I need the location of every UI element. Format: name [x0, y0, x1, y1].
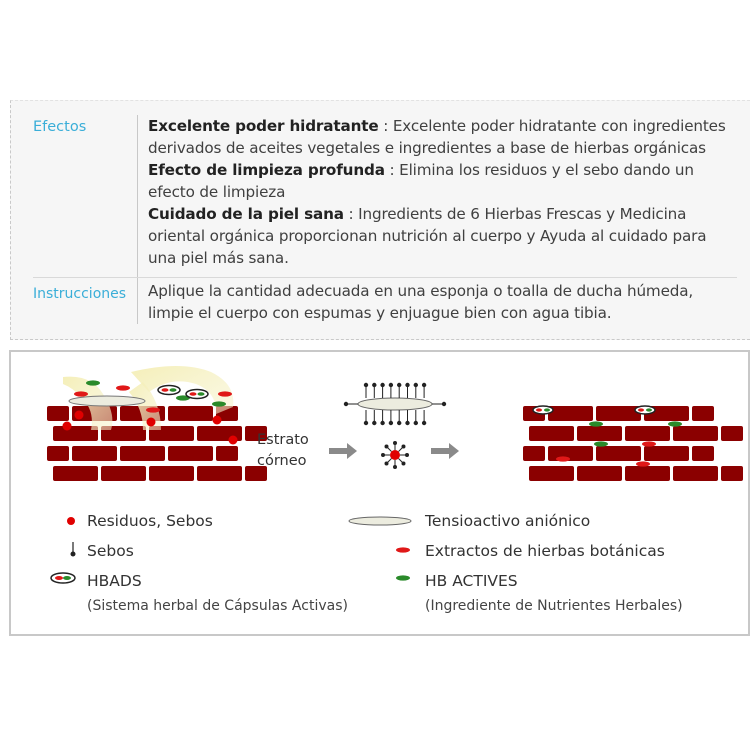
efectos-content	[137, 115, 737, 277]
caption-line: córneo	[257, 453, 307, 469]
legend-label: Residuos, Sebos	[87, 512, 213, 530]
capsule-core	[638, 408, 644, 411]
cleansing-diagram	[9, 350, 750, 636]
brick	[596, 406, 641, 421]
legend-extractos	[425, 541, 665, 561]
herb-extract-icon	[396, 547, 410, 552]
legend-label: Extractos de hierbas botánicas	[425, 542, 665, 560]
legend-label	[87, 571, 348, 616]
surfactant-head	[405, 383, 409, 387]
surfactant-head	[389, 383, 393, 387]
brick	[577, 426, 622, 441]
surfactant-head	[422, 421, 426, 425]
hb-active	[86, 380, 100, 385]
efecto-text: : Ingredients de 6 Hierbas Frescas y Medicina oriental orgánica proporcionan nutrición al cuerpo y Ayuda al cuidado para una piel más sana.	[148, 205, 707, 267]
surfactant-icon	[349, 517, 411, 525]
brick	[625, 426, 670, 441]
brick	[72, 446, 117, 461]
efecto-item	[148, 159, 737, 203]
surfactant-head	[397, 383, 401, 387]
brick	[721, 426, 743, 441]
sebum-pin-icon	[71, 542, 76, 557]
herb-extract	[556, 456, 570, 461]
brick	[692, 406, 714, 421]
surfactant-head	[372, 421, 376, 425]
surfactant-head	[405, 421, 409, 425]
surfactant-head	[364, 421, 368, 425]
brick	[673, 426, 718, 441]
efectos-row	[33, 115, 737, 277]
caption-line: Estrato	[257, 432, 309, 448]
brick	[47, 446, 69, 461]
capsule-core	[536, 408, 542, 411]
capsule-core	[646, 408, 652, 411]
surfactant-head	[414, 383, 418, 387]
surfactant-ellipse	[358, 398, 432, 410]
brick	[644, 446, 689, 461]
brick	[149, 466, 194, 481]
surfactant-head	[422, 383, 426, 387]
surfactant-head	[414, 421, 418, 425]
brick	[548, 406, 593, 421]
efecto-title: Efecto de limpieza profunda	[148, 161, 385, 179]
surfactant-head	[385, 461, 389, 465]
brick	[548, 446, 593, 461]
brick	[47, 406, 69, 421]
brick	[168, 406, 213, 421]
brick	[197, 466, 242, 481]
instrucciones-label: Instrucciones	[33, 286, 127, 302]
capsule-core	[170, 388, 177, 392]
brick	[721, 466, 743, 481]
hbads-capsule-icon	[51, 573, 75, 583]
brick	[673, 466, 718, 481]
instrucciones-content	[137, 278, 737, 324]
hb-active	[668, 421, 682, 426]
brick	[53, 466, 98, 481]
hb-active	[589, 421, 603, 426]
hbads-capsule	[158, 386, 180, 395]
surfactant-head	[380, 421, 384, 425]
legend-title: HBADS	[87, 572, 142, 590]
legend-tensioactivo	[425, 511, 590, 531]
legend-label: Sebos	[87, 542, 134, 560]
brick	[625, 466, 670, 481]
efecto-item	[148, 115, 737, 159]
herb-extract	[636, 461, 650, 466]
residue-dot	[147, 418, 156, 427]
efecto-title: Cuidado de la piel sana	[148, 205, 344, 223]
brick	[120, 446, 165, 461]
capsule-core	[544, 408, 550, 411]
herb-extract	[642, 441, 656, 446]
brick	[577, 466, 622, 481]
surfactant-head	[393, 441, 397, 445]
brick	[529, 466, 574, 481]
estrato-corneo-caption	[257, 430, 309, 472]
efecto-text: : Elimina los residuos y el sebo dando un efecto de limpieza	[148, 161, 694, 201]
brick	[523, 446, 545, 461]
surfactant-head	[389, 421, 393, 425]
legend-title: HB ACTIVES	[425, 572, 518, 590]
capsule-core	[162, 388, 169, 392]
legend-sebos	[87, 541, 134, 561]
hb-active	[594, 441, 608, 446]
surfactant-head	[381, 453, 385, 457]
herb-extract	[146, 407, 160, 412]
legend-label	[425, 571, 683, 616]
hb-active	[212, 401, 226, 406]
brick	[101, 466, 146, 481]
micelle-illustration	[344, 383, 446, 469]
capsule-core	[198, 392, 205, 396]
surfactant-head	[385, 445, 389, 449]
residue-dot	[213, 416, 222, 425]
product-info-table	[10, 100, 750, 340]
surfactant-head	[372, 383, 376, 387]
residue-dot	[63, 422, 72, 431]
surfactant-head	[405, 453, 409, 457]
skin-wall-after	[523, 406, 743, 481]
legend-hb-actives	[425, 571, 683, 616]
herb-extract	[218, 391, 232, 396]
hb-active-icon	[396, 575, 410, 580]
brick	[692, 446, 714, 461]
surfactant-head	[344, 402, 348, 406]
brick	[168, 446, 213, 461]
residue-dot	[390, 450, 400, 460]
legend-hbads	[87, 571, 348, 616]
herb-extract	[74, 391, 88, 396]
surfactant-ellipse	[69, 396, 145, 406]
efectos-label: Efectos	[33, 119, 87, 135]
surfactant-head	[401, 445, 405, 449]
brick	[53, 426, 98, 441]
instrucciones-row	[33, 277, 737, 324]
legend-subtitle: (Ingrediente de Nutrientes Herbales)	[425, 598, 683, 614]
residue-dot-icon	[67, 517, 75, 525]
surfactant-head	[401, 461, 405, 465]
surfactant-head	[364, 383, 368, 387]
efecto-title: Excelente poder hidratante	[148, 117, 379, 135]
legend-subtitle: (Sistema herbal de Cápsulas Activas)	[87, 598, 348, 614]
instrucciones-text: Aplique la cantidad adecuada en una esponja o toalla de ducha húmeda, limpie el cuerpo con espumas y enjuague bien con agua tibia.	[148, 282, 694, 322]
surfactant-head	[393, 465, 397, 469]
capsule-core	[190, 392, 197, 396]
brick	[216, 446, 238, 461]
residue-dot	[229, 436, 238, 445]
efecto-item	[148, 203, 737, 269]
efecto-text: : Excelente poder hidratante con ingredientes derivados de aceites vegetales e ingredientes a base de hierbas orgánicas	[148, 117, 726, 157]
surfactant-head	[380, 383, 384, 387]
legend-residuos	[87, 511, 213, 531]
herb-extract	[116, 385, 130, 390]
legend-label: Tensioactivo aniónico	[425, 512, 591, 530]
surfactant-head	[442, 402, 446, 406]
brick	[596, 446, 641, 461]
hbads-capsule	[186, 390, 208, 399]
brick	[529, 426, 574, 441]
residue-dot	[75, 411, 84, 420]
surfactant-head	[397, 421, 401, 425]
